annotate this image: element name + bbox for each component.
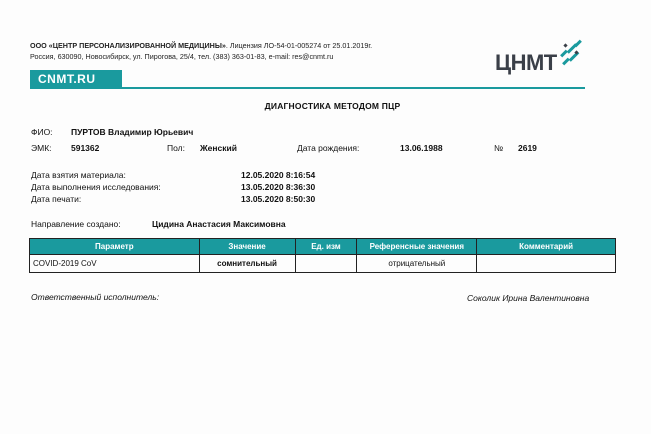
comment-cell	[477, 255, 616, 273]
sex-label: Пол:	[167, 143, 185, 153]
referral-value: Цидина Анастасия Максимовна	[152, 219, 286, 229]
header-divider	[30, 87, 585, 89]
column-header: Референсные значения	[357, 239, 477, 255]
dob-label: Дата рождения:	[297, 143, 360, 153]
dob-value: 13.06.1988	[400, 143, 443, 153]
parameter-cell: COVID-2019 CoV	[30, 255, 200, 273]
site-banner: CNMT.RU	[30, 70, 122, 88]
number-value: 2619	[518, 143, 537, 153]
print-date-label: Дата печати:	[31, 194, 82, 204]
org-address: Россия, 630090, Новосибирск, ул. Пирогова, 25/4, тел. (383) 363-01-83, e-mail: res@cnmt.ru	[30, 52, 334, 61]
sex-value: Женский	[200, 143, 237, 153]
table-row	[30, 255, 616, 273]
responsible-label: Ответственный исполнитель:	[31, 292, 160, 302]
document-title: ДИАГНОСТИКА МЕТОДОМ ПЦР	[264, 101, 401, 111]
taken-date-label: Дата взятия материала:	[31, 170, 126, 180]
org-license: . Лицензия ЛО-54-01-005274 от 25.01.2019г.	[225, 41, 373, 50]
column-header: Комментарий	[477, 239, 616, 255]
org-name: ООО «ЦЕНТР ПЕРСОНАЛИЗИРОВАННОЙ МЕДИЦИНЫ»	[30, 41, 226, 50]
column-header: Ед. изм	[295, 239, 357, 255]
emk-label: ЭМК:	[31, 143, 52, 153]
column-header: Параметр	[30, 239, 200, 255]
column-header: Значение	[199, 239, 295, 255]
org-header-line	[30, 41, 372, 50]
number-label: №	[494, 143, 504, 153]
logo-mark-icon	[558, 38, 584, 68]
done-date-label: Дата выполнения исследования:	[31, 182, 161, 192]
referral-label: Направление создано:	[31, 219, 121, 229]
table-header-row	[30, 239, 616, 255]
unit-cell	[295, 255, 357, 273]
taken-date-value: 12.05.2020 8:16:54	[241, 170, 316, 180]
done-date-value: 13.05.2020 8:36:30	[241, 182, 316, 192]
results-table	[29, 238, 616, 273]
responsible-name: Соколик Ирина Валентиновна	[467, 293, 590, 303]
company-logo	[495, 38, 585, 78]
fio-value: ПУРТОВ Владимир Юрьевич	[71, 127, 194, 137]
reference-cell: отрицательный	[357, 255, 477, 273]
fio-label: ФИО:	[31, 127, 53, 137]
logo-text: ЦНМТ	[495, 50, 557, 75]
print-date-value: 13.05.2020 8:50:30	[241, 194, 316, 204]
value-cell: сомнительный	[199, 255, 295, 273]
emk-value: 591362	[71, 143, 100, 153]
